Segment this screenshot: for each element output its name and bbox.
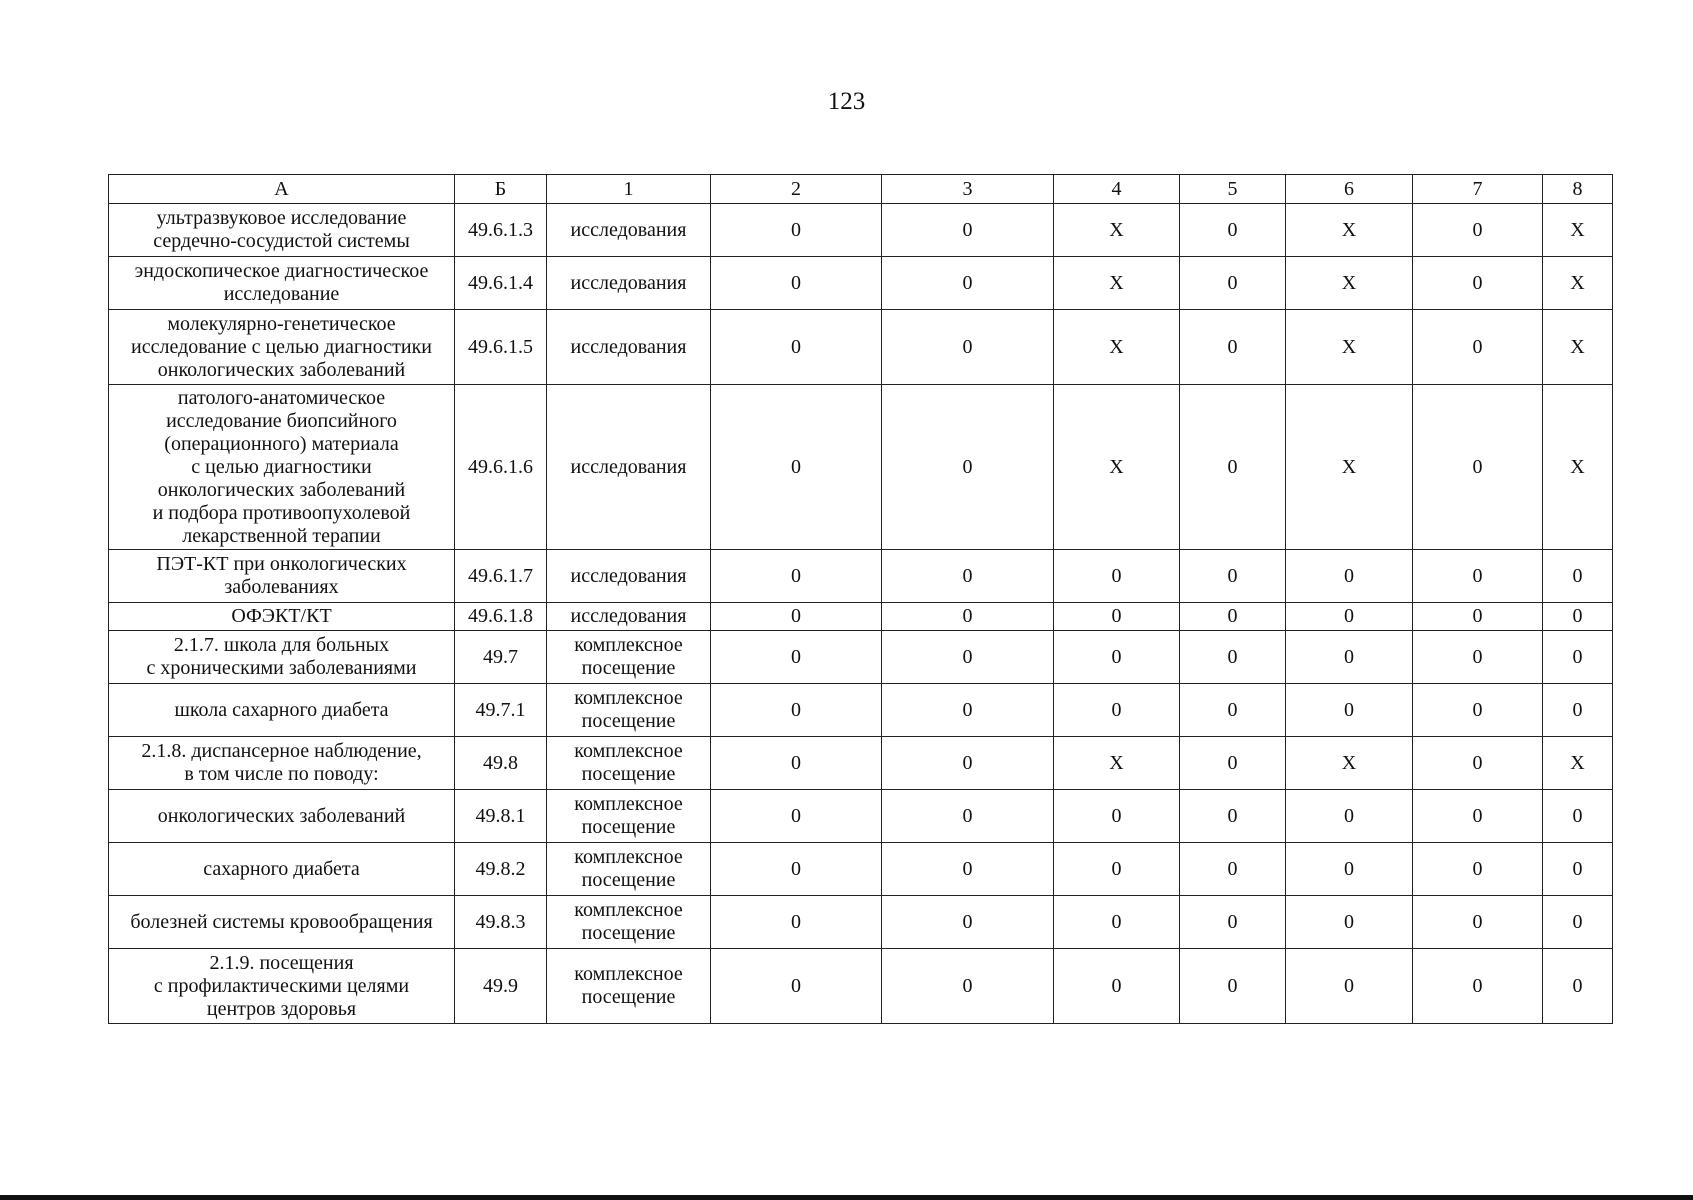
row-value-cell: 0 (882, 790, 1054, 843)
row-value-cell: 0 (711, 949, 882, 1024)
row-value-cell: 0 (1286, 550, 1413, 603)
row-value-cell: X (1286, 385, 1413, 550)
row-unit-cell: комплексное посещение (547, 790, 711, 843)
row-value-cell: 0 (711, 631, 882, 684)
row-value-cell: 0 (1413, 603, 1543, 631)
row-value-cell: X (1543, 257, 1613, 310)
row-value-cell: 0 (1543, 843, 1613, 896)
row-name-cell: эндоскопическое диагностическое исследование (109, 257, 455, 310)
data-table (108, 174, 1613, 1024)
row-value-cell: 0 (1286, 843, 1413, 896)
row-value-cell: X (1054, 204, 1180, 257)
row-value-cell: 0 (1543, 550, 1613, 603)
table-body (109, 204, 1613, 1024)
row-unit-cell: комплексное посещение (547, 949, 711, 1024)
row-value-cell: 0 (711, 684, 882, 737)
header-cell: 4 (1054, 175, 1180, 204)
row-value-cell: X (1054, 257, 1180, 310)
header-cell: 8 (1543, 175, 1613, 204)
row-unit-cell: комплексное посещение (547, 843, 711, 896)
row-code-cell: 49.6.1.8 (455, 603, 547, 631)
row-value-cell: 0 (882, 204, 1054, 257)
row-value-cell: 0 (1180, 684, 1286, 737)
row-value-cell: 0 (711, 385, 882, 550)
row-name-cell: молекулярно-генетическое исследование с целью диагностики онкологических заболеваний (109, 310, 455, 385)
row-value-cell: 0 (711, 603, 882, 631)
row-value-cell: 0 (1413, 896, 1543, 949)
row-value-cell: 0 (711, 790, 882, 843)
row-code-cell: 49.6.1.5 (455, 310, 547, 385)
row-value-cell: 0 (882, 257, 1054, 310)
row-value-cell: 0 (1286, 684, 1413, 737)
header-cell: 2 (711, 175, 882, 204)
row-unit-cell: комплексное посещение (547, 896, 711, 949)
row-value-cell: X (1286, 257, 1413, 310)
row-value-cell: 0 (882, 949, 1054, 1024)
row-value-cell: 0 (711, 204, 882, 257)
row-name-cell: 2.1.9. посещения с профилактическими целями центров здоровья (109, 949, 455, 1024)
row-code-cell: 49.6.1.7 (455, 550, 547, 603)
row-value-cell: 0 (711, 550, 882, 603)
row-value-cell: 0 (1413, 737, 1543, 790)
row-value-cell: X (1543, 385, 1613, 550)
table-row (109, 949, 1613, 1024)
row-value-cell: 0 (1543, 949, 1613, 1024)
table-row (109, 631, 1613, 684)
row-value-cell: 0 (882, 603, 1054, 631)
row-value-cell: 0 (1054, 896, 1180, 949)
row-value-cell: X (1054, 737, 1180, 790)
row-value-cell: 0 (1054, 949, 1180, 1024)
row-value-cell: 0 (1413, 385, 1543, 550)
row-name-cell: школа сахарного диабета (109, 684, 455, 737)
row-value-cell: 0 (1054, 550, 1180, 603)
row-name-cell: 2.1.7. школа для больных с хроническими заболеваниями (109, 631, 455, 684)
row-value-cell: 0 (1413, 204, 1543, 257)
header-cell: 3 (882, 175, 1054, 204)
page-number: 123 (827, 88, 866, 115)
row-name-cell: болезней системы кровообращения (109, 896, 455, 949)
row-value-cell: 0 (1413, 790, 1543, 843)
row-value-cell: 0 (1054, 843, 1180, 896)
row-unit-cell: исследования (547, 310, 711, 385)
row-code-cell: 49.8 (455, 737, 547, 790)
row-value-cell: 0 (1180, 310, 1286, 385)
row-name-cell: 2.1.8. диспансерное наблюдение, в том числе по поводу: (109, 737, 455, 790)
row-unit-cell: исследования (547, 603, 711, 631)
table-row (109, 843, 1613, 896)
table-row (109, 684, 1613, 737)
row-value-cell: 0 (1054, 684, 1180, 737)
row-value-cell: X (1543, 737, 1613, 790)
row-code-cell: 49.7.1 (455, 684, 547, 737)
row-value-cell: 0 (711, 257, 882, 310)
row-unit-cell: исследования (547, 257, 711, 310)
row-unit-cell: комплексное посещение (547, 684, 711, 737)
row-value-cell: 0 (1054, 790, 1180, 843)
row-unit-cell: комплексное посещение (547, 737, 711, 790)
row-value-cell: 0 (1543, 790, 1613, 843)
scan-edge-bar (0, 1195, 1693, 1200)
row-value-cell: 0 (1286, 631, 1413, 684)
row-value-cell: 0 (1180, 631, 1286, 684)
row-value-cell: 0 (1180, 385, 1286, 550)
row-value-cell: 0 (711, 310, 882, 385)
row-code-cell: 49.7 (455, 631, 547, 684)
row-value-cell: 0 (1543, 684, 1613, 737)
row-value-cell: 0 (1413, 310, 1543, 385)
row-value-cell: 0 (1543, 631, 1613, 684)
table-row (109, 896, 1613, 949)
table-row (109, 790, 1613, 843)
row-name-cell: сахарного диабета (109, 843, 455, 896)
row-value-cell: 0 (1413, 684, 1543, 737)
row-value-cell: 0 (711, 896, 882, 949)
row-value-cell: 0 (711, 843, 882, 896)
row-value-cell: 0 (711, 737, 882, 790)
row-value-cell: 0 (1180, 550, 1286, 603)
row-value-cell: 0 (882, 310, 1054, 385)
row-value-cell: 0 (882, 896, 1054, 949)
row-name-cell: ПЭТ-КТ при онкологических заболеваниях (109, 550, 455, 603)
row-value-cell: 0 (1286, 790, 1413, 843)
header-cell: 5 (1180, 175, 1286, 204)
row-value-cell: 0 (882, 550, 1054, 603)
row-value-cell: 0 (1286, 949, 1413, 1024)
row-code-cell: 49.8.3 (455, 896, 547, 949)
table-row (109, 385, 1613, 550)
row-value-cell: X (1054, 310, 1180, 385)
row-value-cell: 0 (1180, 843, 1286, 896)
row-value-cell: X (1543, 310, 1613, 385)
row-value-cell: 0 (1180, 896, 1286, 949)
row-value-cell: X (1286, 310, 1413, 385)
row-value-cell: 0 (882, 684, 1054, 737)
row-code-cell: 49.8.2 (455, 843, 547, 896)
row-code-cell: 49.8.1 (455, 790, 547, 843)
row-code-cell: 49.6.1.3 (455, 204, 547, 257)
row-value-cell: 0 (1180, 603, 1286, 631)
row-value-cell: 0 (882, 843, 1054, 896)
row-value-cell: 0 (1543, 603, 1613, 631)
row-name-cell: ОФЭКТ/КТ (109, 603, 455, 631)
row-value-cell: 0 (1413, 631, 1543, 684)
row-value-cell: 0 (1413, 843, 1543, 896)
row-value-cell: 0 (882, 631, 1054, 684)
row-value-cell: X (1286, 204, 1413, 257)
row-name-cell: патолого-анатомическое исследование биопсийного (операционного) материала с целью диагностики онкологических заболеваний и подбора противоопухолевой лекарственной терапии (109, 385, 455, 550)
row-unit-cell: исследования (547, 204, 711, 257)
row-value-cell: X (1054, 385, 1180, 550)
header-cell: Б (455, 175, 547, 204)
table-row (109, 204, 1613, 257)
row-unit-cell: исследования (547, 550, 711, 603)
row-value-cell: 0 (1543, 896, 1613, 949)
row-value-cell: 0 (1180, 737, 1286, 790)
row-code-cell: 49.9 (455, 949, 547, 1024)
row-value-cell: 0 (1413, 257, 1543, 310)
row-value-cell: 0 (882, 737, 1054, 790)
header-cell: 1 (547, 175, 711, 204)
row-value-cell: 0 (1286, 603, 1413, 631)
table-row (109, 603, 1613, 631)
row-name-cell: онкологических заболеваний (109, 790, 455, 843)
table-row (109, 550, 1613, 603)
row-value-cell: 0 (1180, 204, 1286, 257)
row-value-cell: 0 (1180, 949, 1286, 1024)
row-unit-cell: комплексное посещение (547, 631, 711, 684)
row-value-cell: X (1286, 737, 1413, 790)
row-value-cell: 0 (882, 385, 1054, 550)
row-value-cell: 0 (1413, 949, 1543, 1024)
table-row (109, 310, 1613, 385)
row-value-cell: 0 (1054, 631, 1180, 684)
row-value-cell: 0 (1413, 550, 1543, 603)
row-value-cell: 0 (1180, 257, 1286, 310)
row-value-cell: 0 (1180, 790, 1286, 843)
row-value-cell: X (1543, 204, 1613, 257)
row-name-cell: ультразвуковое исследование сердечно-сосудистой системы (109, 204, 455, 257)
row-code-cell: 49.6.1.4 (455, 257, 547, 310)
header-cell: А (109, 175, 455, 204)
row-value-cell: 0 (1286, 896, 1413, 949)
table-row (109, 257, 1613, 310)
row-unit-cell: исследования (547, 385, 711, 550)
header-row (109, 175, 1613, 204)
header-cell: 6 (1286, 175, 1413, 204)
table-row (109, 737, 1613, 790)
header-cell: 7 (1413, 175, 1543, 204)
row-code-cell: 49.6.1.6 (455, 385, 547, 550)
row-value-cell: 0 (1054, 603, 1180, 631)
